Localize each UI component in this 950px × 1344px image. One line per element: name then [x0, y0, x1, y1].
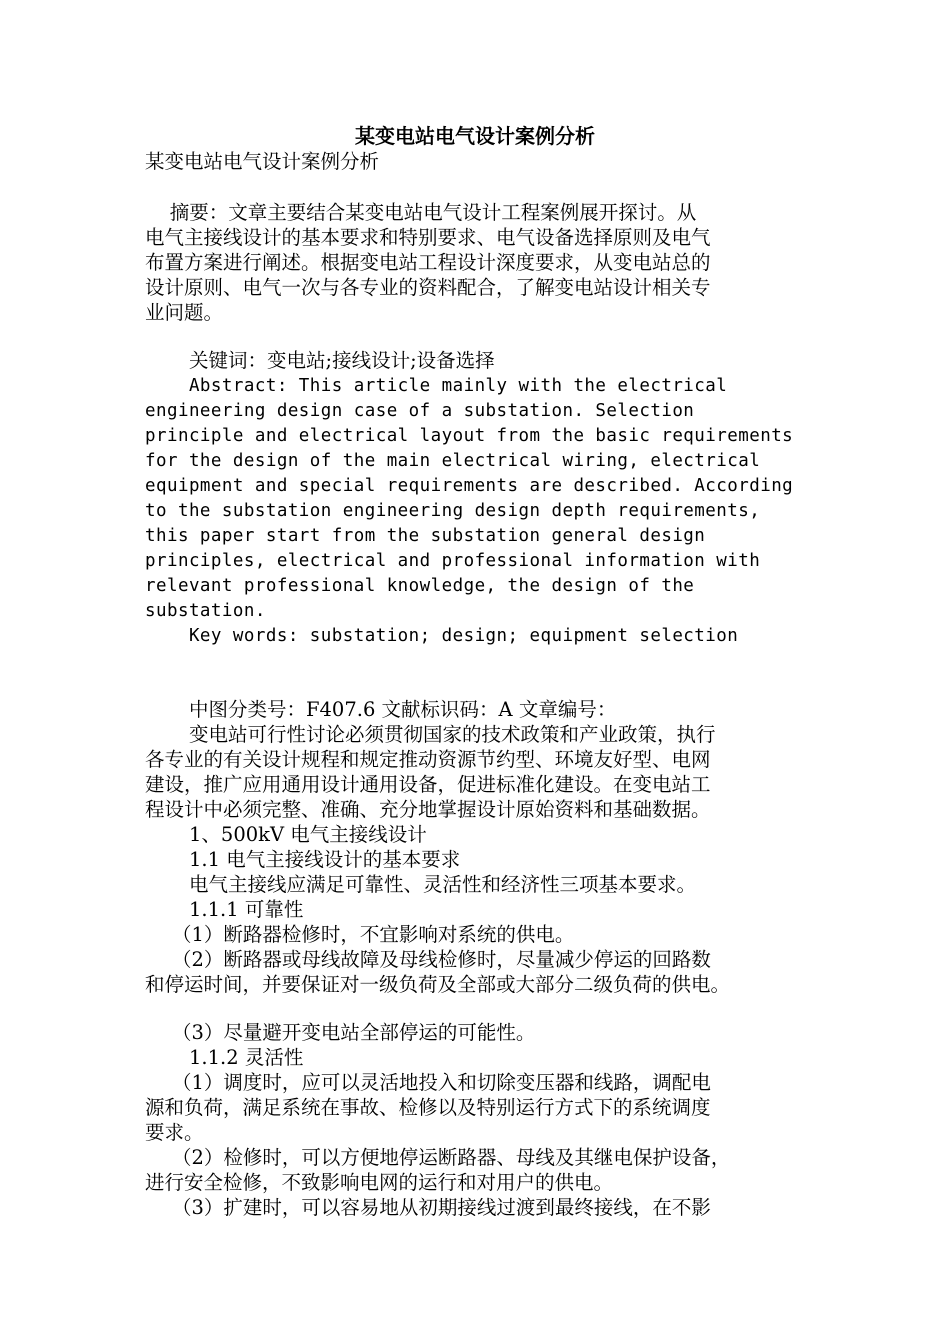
- list-item: （1）断路器检修时，不宜影响对系统的供电。: [172, 923, 575, 946]
- body-paragraph-line: 各专业的有关设计规程和规定推动资源节约型、环境友好型、电网: [145, 748, 711, 771]
- list-item-continuation: 进行安全检修，不致影响电网的运行和对用户的供电。: [145, 1171, 614, 1194]
- list-item: （2）断路器或母线故障及母线检修时，尽量减少停运的回路数: [172, 948, 711, 971]
- list-item: （3）扩建时，可以容易地从初期接线过渡到最终接线，在不影: [172, 1196, 711, 1219]
- section-heading: 1、500kV 电气主接线设计: [189, 823, 427, 846]
- subsection-heading: 1.1.1 可靠性: [189, 898, 304, 921]
- abstract-en-line: engineering design case of a substation. Selection: [145, 401, 695, 421]
- abstract-en-line: principle and electrical layout from the basic requirements: [145, 426, 794, 446]
- body-paragraph-line: 电气主接线应满足可靠性、灵活性和经济性三项基本要求。: [189, 873, 697, 896]
- abstract-cn-line: 摘要：文章主要结合某变电站电气设计工程案例展开探讨。从: [145, 201, 697, 224]
- body-paragraph-line: 变电站可行性讨论必须贯彻国家的技术政策和产业政策，执行: [189, 723, 716, 746]
- keywords-cn: 关键词：变电站;接线设计;设备选择: [189, 349, 495, 372]
- keywords-en: Key words: substation; design; equipment selection: [145, 626, 739, 646]
- document-subtitle: 某变电站电气设计案例分析: [145, 150, 380, 173]
- abstract-en-line: relevant professional knowledge, the design of the: [145, 576, 695, 596]
- document-title: 某变电站电气设计案例分析: [355, 124, 595, 148]
- abstract-en-line: substation.: [145, 601, 266, 621]
- abstract-en-line: Abstract: This article mainly with the electrical: [145, 376, 728, 396]
- abstract-cn-line: 业问题。: [145, 301, 224, 324]
- classification-line: 中图分类号：F407.6 文献标识码：A 文章编号：: [189, 698, 617, 721]
- abstract-en-line: equipment and special requirements are described. According: [145, 476, 794, 496]
- list-item: （1）调度时，应可以灵活地投入和切除变压器和线路，调配电: [172, 1071, 711, 1094]
- abstract-cn-line: 电气主接线设计的基本要求和特别要求、电气设备选择原则及电气: [145, 226, 711, 249]
- list-item-continuation: 源和负荷，满足系统在事故、检修以及特别运行方式下的系统调度: [145, 1096, 711, 1119]
- list-item: （3）尽量避开变电站全部停运的可能性。: [172, 1021, 536, 1044]
- list-item-continuation: 和停运时间，并要保证对一级负荷及全部或大部分二级负荷的供电。: [145, 973, 731, 996]
- body-paragraph-line: 程设计中必须完整、准确、充分地掌握设计原始资料和基础数据。: [145, 798, 711, 821]
- abstract-en-line: to the substation engineering design depth requirements,: [145, 501, 761, 521]
- subsection-heading: 1.1 电气主接线设计的基本要求: [189, 848, 461, 871]
- list-item: （2）检修时，可以方便地停运断路器、母线及其继电保护设备，: [172, 1146, 731, 1169]
- list-item-continuation: 要求。: [145, 1121, 204, 1144]
- abstract-en-line: principles, electrical and professional information with: [145, 551, 761, 571]
- body-paragraph-line: 建设，推广应用通用设计通用设备，促进标准化建设。在变电站工: [145, 773, 711, 796]
- abstract-en-line: this paper start from the substation general design: [145, 526, 706, 546]
- abstract-cn-line: 布置方案进行阐述。根据变电站工程设计深度要求，从变电站总的: [145, 251, 711, 274]
- abstract-en-line: for the design of the main electrical wiring, electrical: [145, 451, 761, 471]
- subsection-heading: 1.1.2 灵活性: [189, 1046, 304, 1069]
- abstract-cn-line: 设计原则、电气一次与各专业的资料配合，了解变电站设计相关专: [145, 276, 711, 299]
